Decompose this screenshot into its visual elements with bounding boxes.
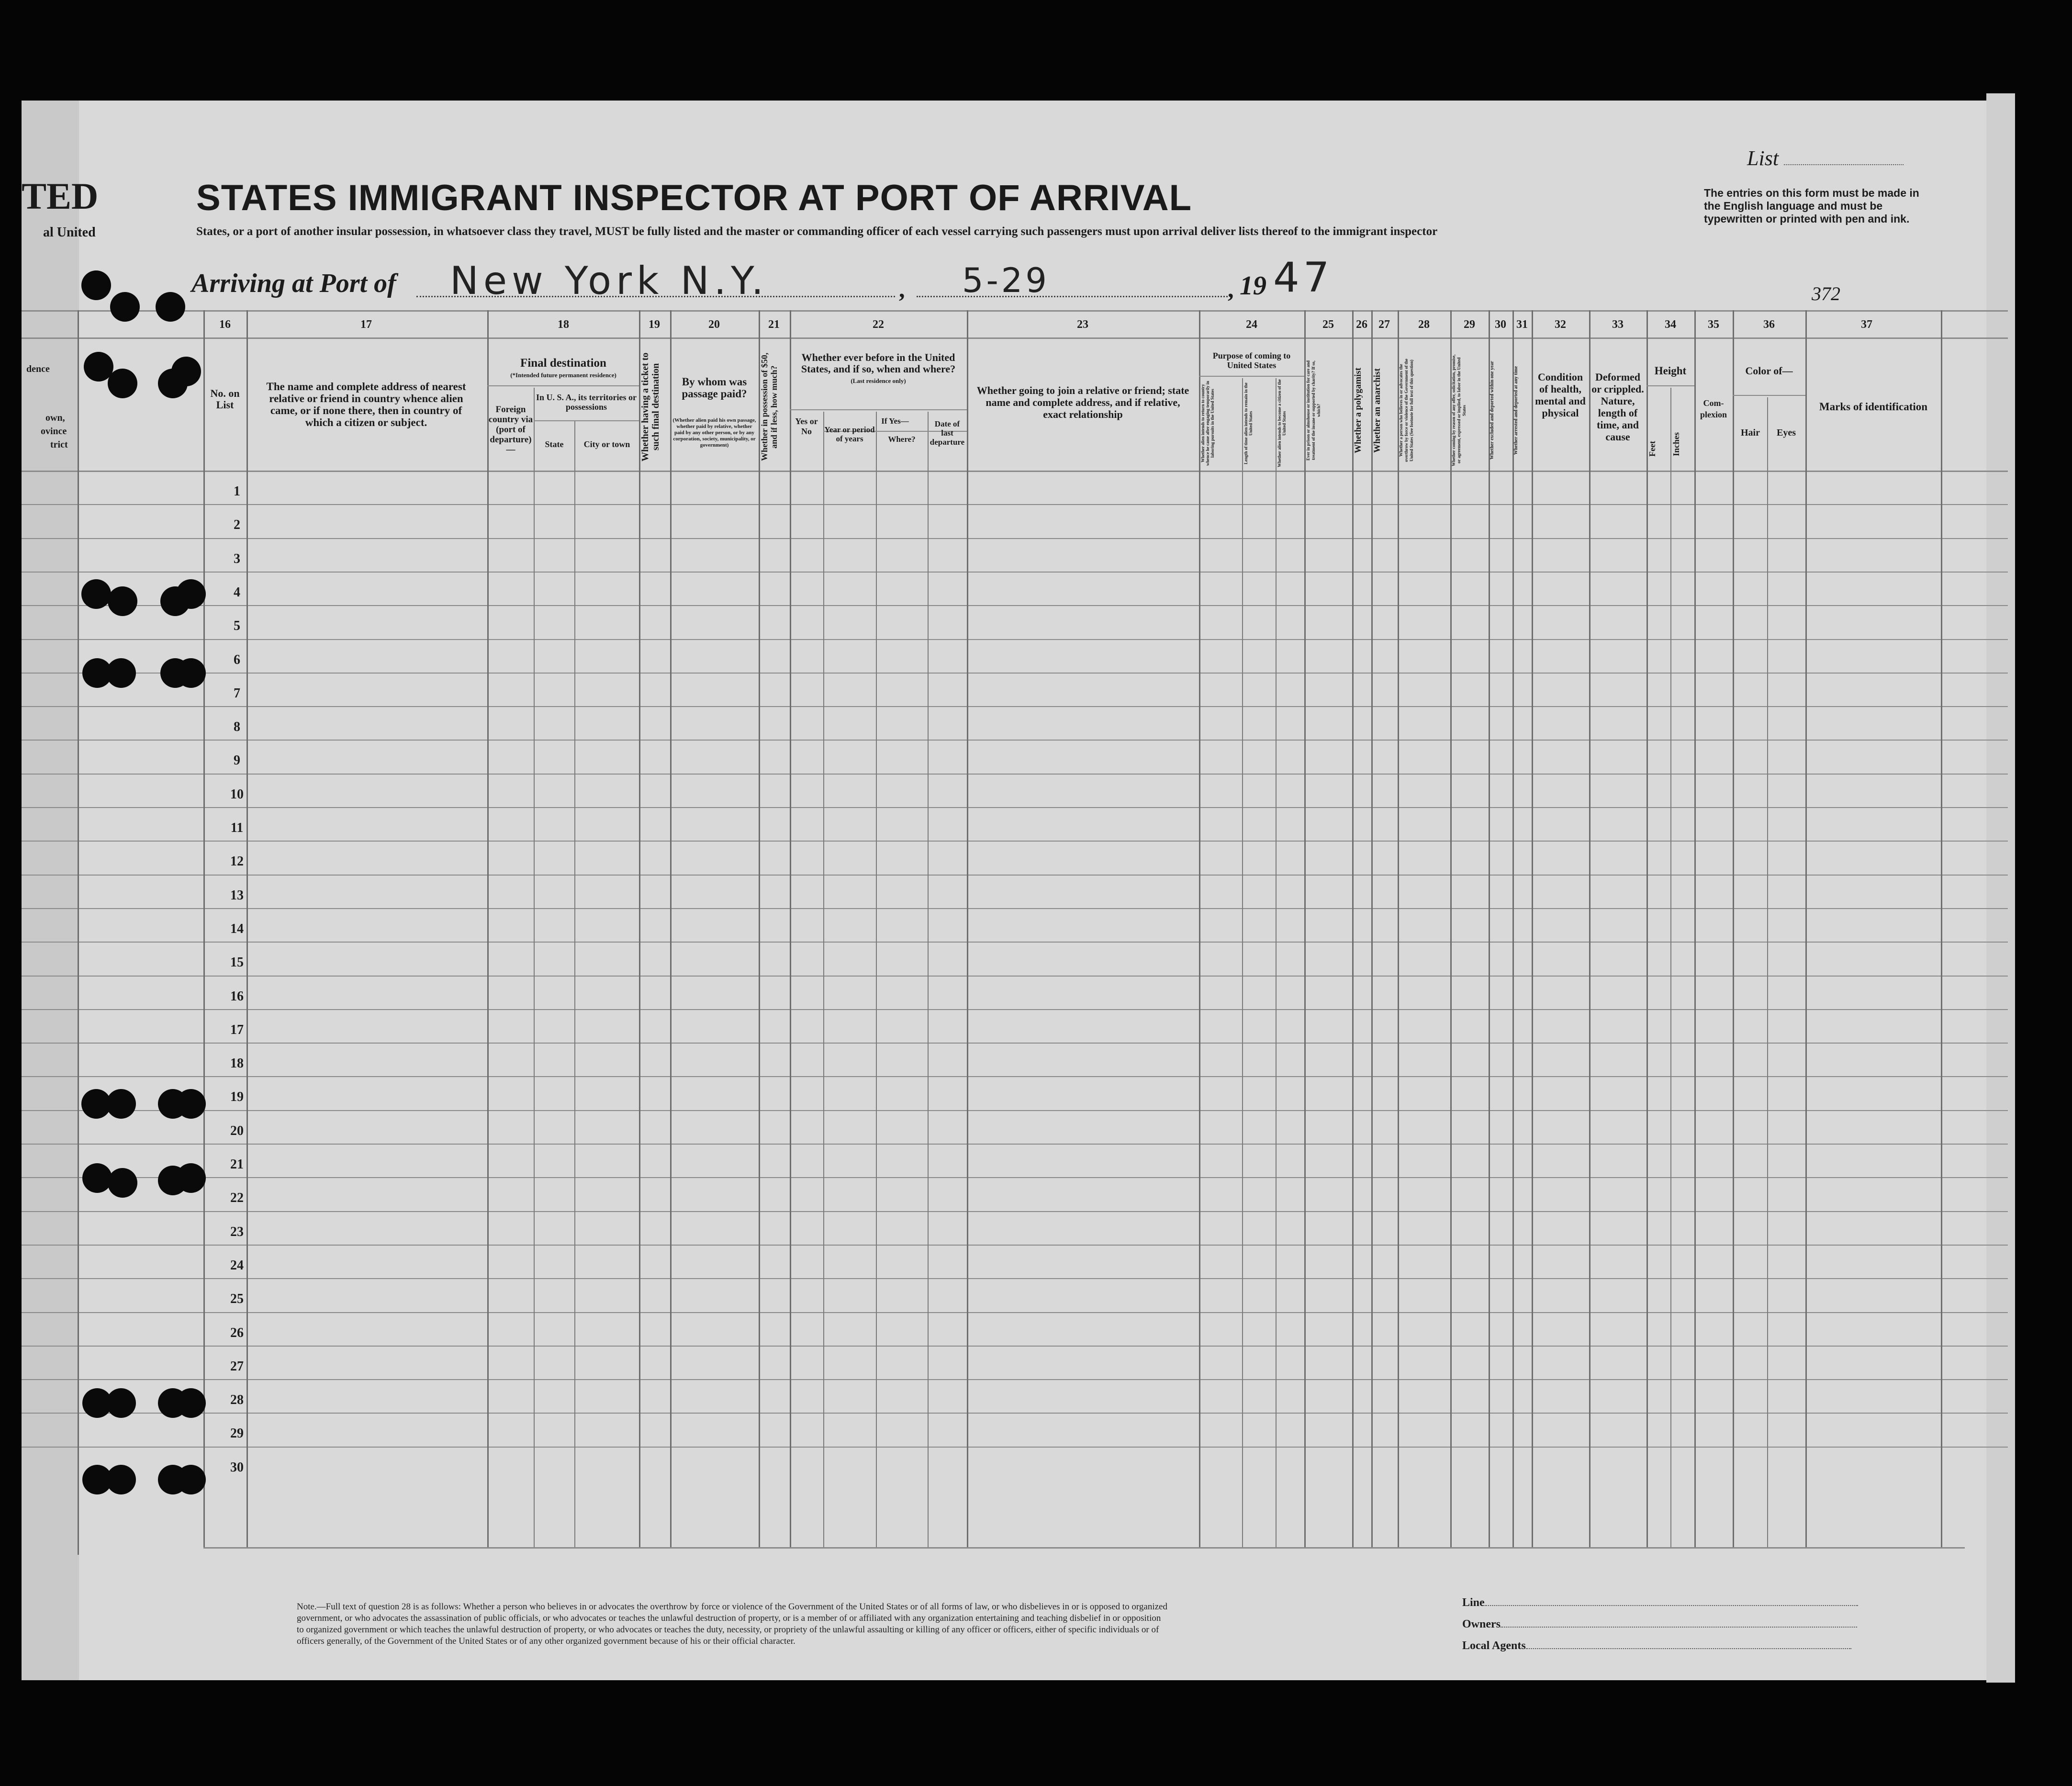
row-number: 10 [230, 786, 244, 802]
col-rule [1304, 310, 1306, 1547]
subhead-rule [1199, 376, 1304, 377]
col-rule [1199, 310, 1200, 1547]
col-rule [1398, 310, 1399, 1547]
row-number: 12 [230, 854, 244, 869]
col-rule [1371, 310, 1373, 1547]
partial-subtitle: al United [43, 225, 96, 240]
col-num: 20 [708, 318, 720, 331]
col-27-label: Whether an anarchist [1372, 368, 1382, 453]
col-num: 33 [1612, 318, 1624, 331]
row-number: 24 [230, 1258, 244, 1273]
row-number: 1 [234, 484, 240, 499]
punch-hole [176, 1089, 206, 1119]
col-19-label: Whether having a ticket to such final destination [640, 352, 661, 461]
col-20-sub: (Whether alien paid his own passage, whether paid by relative, whether paid by any other person, or by any corporation, society, municipality, or government) [672, 417, 756, 448]
row-number: 26 [230, 1325, 244, 1340]
col-num: 36 [1763, 318, 1775, 331]
col-rule [928, 412, 929, 1547]
col-rule [670, 310, 672, 1547]
row-number: 5 [234, 618, 240, 634]
row-number: 20 [230, 1123, 244, 1138]
punch-hole [176, 579, 206, 609]
col-num: 27 [1378, 318, 1390, 331]
row-number: 11 [230, 820, 244, 835]
row-number: 19 [230, 1090, 244, 1105]
punch-hole [106, 1465, 136, 1494]
col-num: 24 [1246, 318, 1257, 331]
owners-fill [1501, 1627, 1857, 1628]
col-25-label: Ever in prison or almshouse or institution for care and treatment of the insane or supported by charity? If so, which? [1306, 360, 1321, 461]
col-34-feet: Feet [1647, 441, 1657, 457]
col-29-label: Whether coming by reason of any offer, solicitation, promise, or agreement, expressed or implied, to labor in the United States [1451, 354, 1467, 467]
punch-hole [110, 292, 140, 322]
row-line [22, 740, 2008, 741]
col-rule [759, 310, 760, 1547]
row-number: 3 [234, 551, 240, 566]
punch-hole [108, 369, 137, 398]
row-number: 16 [230, 988, 244, 1004]
year-handwritten: 47 [1273, 254, 1333, 302]
header-bottom-rule [22, 471, 2008, 472]
row-number: 14 [230, 921, 244, 936]
col-rule [1733, 310, 1734, 1547]
col-num: 17 [360, 318, 372, 331]
col-rule [1767, 397, 1768, 1547]
col-num: 16 [219, 318, 231, 331]
col-num: 34 [1665, 318, 1676, 331]
punch-hole [82, 1163, 112, 1193]
punch-hole [176, 1163, 206, 1193]
col-24-return: Whether alien intends to return to country whence he came after engaging temporarily in laboring pursuits in the United States [1200, 381, 1215, 466]
row-line [22, 1076, 2008, 1077]
col-35-label: Com-plexion [1700, 398, 1727, 419]
punch-hole [106, 1388, 136, 1418]
agents-fill [1526, 1648, 1851, 1649]
row-number: 8 [234, 719, 240, 735]
punch-hole [81, 270, 111, 300]
col-num: 21 [768, 318, 780, 331]
left-col-label: own, [45, 413, 65, 423]
col-22-if-yes: If Yes— [881, 416, 909, 426]
row-line [22, 1346, 2008, 1347]
col-28-label: Whether a person who believes in or advocates the overthrow by force or violence of the Government of the United States (See footnote for full text of this question) [1399, 359, 1414, 462]
col-22-where: Where? [888, 435, 916, 444]
subhead-rule [487, 385, 639, 386]
row-line [22, 1177, 2008, 1178]
comma-2: , [1228, 276, 1234, 303]
col-18-label: Final destination [520, 357, 606, 370]
left-col-label: trict [50, 439, 68, 450]
col-num: 32 [1555, 318, 1566, 331]
row-line [22, 572, 2008, 573]
list-label [1747, 146, 1904, 170]
row-line [22, 1312, 2008, 1313]
row-line [22, 841, 2008, 842]
col-num: 31 [1516, 318, 1528, 331]
col-20-label: By whom was passage paid? [682, 376, 747, 400]
left-col-label: ovince [41, 426, 67, 437]
page-title: STATES IMMIGRANT INSPECTOR AT PORT OF ARRIVAL [196, 178, 1192, 218]
line-label-text: Line [1462, 1596, 1485, 1609]
col-23-label: Whether going to join a relative or friend; state name and complete address, and if relative, exact relationship [976, 384, 1189, 420]
row-line [22, 875, 2008, 876]
comma-1: , [899, 276, 905, 303]
row-number: 22 [230, 1191, 244, 1206]
line-label [1462, 1596, 1858, 1609]
subhead-rule [1733, 395, 1805, 396]
owners-label-text: Owners [1462, 1618, 1501, 1630]
col-36-eyes: Eyes [1777, 427, 1796, 438]
punch-hole [171, 357, 201, 386]
row-line [22, 1110, 2008, 1111]
col-rule [823, 412, 824, 1547]
col-rule [1646, 310, 1648, 1547]
row-number: 15 [230, 955, 244, 970]
year-prefix: 19 [1240, 271, 1266, 301]
col-rule [1941, 310, 1942, 1547]
col-33-label: Deformed or crippled. Nature, length of time, and cause [1591, 371, 1644, 443]
row-number: 6 [234, 652, 240, 667]
col-rule [1694, 310, 1696, 1547]
row-line [22, 908, 2008, 909]
row-number: 4 [234, 584, 240, 600]
line-fill [1485, 1605, 1858, 1606]
col-num: 19 [649, 318, 660, 331]
partial-title: TED [22, 175, 99, 217]
col-rule [534, 388, 535, 1547]
row-number: 9 [234, 753, 240, 768]
row-line [22, 706, 2008, 707]
col-num: 28 [1418, 318, 1430, 331]
col-30-label: Whether excluded and deported within one year [1490, 361, 1495, 460]
col-num: 37 [1861, 318, 1872, 331]
punch-hole [156, 292, 185, 322]
col-rule [1670, 388, 1671, 1547]
col-22-yes-no: Yes or No [795, 416, 818, 436]
row-number: 18 [230, 1056, 244, 1071]
col-rule [78, 310, 79, 1555]
date-handwritten: 5-29 [962, 261, 1050, 300]
punch-hole [176, 1465, 206, 1494]
punch-hole [176, 1388, 206, 1418]
col-rule [1589, 310, 1590, 1547]
row-number: 7 [234, 685, 240, 701]
col-num: 35 [1708, 318, 1719, 331]
col-34-inches: Inches [1671, 432, 1681, 456]
punch-hole [108, 586, 137, 616]
port-handwritten: New York N.Y. [450, 258, 769, 303]
row-line [22, 1447, 2008, 1448]
col-36-label: Color of— [1745, 365, 1793, 377]
col-21-label: Whether in possession of $50, and if less, how much? [760, 352, 779, 461]
punch-hole [106, 1089, 136, 1119]
row-number: 21 [230, 1157, 244, 1172]
col-rule [1532, 310, 1533, 1547]
row-line [22, 807, 2008, 808]
col-rule [1489, 310, 1490, 1547]
subhead-rule [1646, 385, 1694, 386]
subhead-rule [534, 420, 639, 421]
arriving-label: Arriving at Port of [191, 269, 396, 298]
col-rule [1512, 310, 1514, 1547]
row-line [22, 1211, 2008, 1212]
col-rule [1352, 310, 1354, 1547]
col-18-sub: (*Intended future permanent residence) [510, 371, 616, 379]
row-number: 17 [230, 1022, 244, 1037]
row-number: 23 [230, 1224, 244, 1239]
sheet-number: 372 [1812, 283, 1840, 304]
row-number: 13 [230, 887, 244, 903]
subhead-rule [790, 409, 967, 410]
table-number-rule [22, 337, 2008, 339]
list-label-text: List [1747, 146, 1779, 170]
row-line [22, 673, 2008, 674]
list-fill-line [1784, 164, 1904, 165]
sheet-right-edge [1986, 93, 2015, 1683]
row-number: 25 [230, 1292, 244, 1307]
table-bottom-rule [203, 1547, 1965, 1549]
col-rule [967, 310, 968, 1547]
col-num: 22 [873, 318, 884, 331]
punch-hole [81, 579, 111, 609]
col-num: 29 [1464, 318, 1475, 331]
col-num: 25 [1322, 318, 1334, 331]
agents-label-text: Local Agents [1462, 1640, 1526, 1652]
instruction-text: States, or a port of another insular possession, in whatsoever class they travel, MUST be fully listed and the master or commanding officer of each vessel carrying such passengers must upon arrival deliver lists thereof to the immigrant inspector [196, 225, 1438, 238]
col-24-citizen: Whether alien intends to become a citizen of the United States [1277, 379, 1287, 468]
row-line [22, 1009, 2008, 1010]
col-31-label: Whether arrested and deported at any time [1513, 366, 1519, 455]
row-line [22, 605, 2008, 606]
col-18-state: State [545, 439, 564, 449]
col-rule [574, 421, 575, 1547]
row-line [22, 538, 2008, 539]
col-17-label: The name and complete address of nearest relative or friend in country whence alien came, or if none there, then in country of which a citizen or subject. [266, 381, 466, 428]
row-line [22, 1245, 2008, 1246]
col-22-label: Whether ever before in the United States, and if so, when and where? [801, 351, 956, 375]
row-line [22, 976, 2008, 977]
row-number: 30 [230, 1460, 244, 1475]
col-36-hair: Hair [1741, 427, 1760, 438]
row-line [22, 504, 2008, 505]
punch-hole [106, 658, 136, 688]
row-line [22, 774, 2008, 775]
row-line [22, 1413, 2008, 1414]
col-32-label: Condition of health, mental and physical [1535, 371, 1586, 419]
row-number: 28 [230, 1393, 244, 1408]
col-num: 23 [1077, 318, 1088, 331]
row-line [22, 1144, 2008, 1145]
owners-label [1462, 1618, 1857, 1631]
col-22-date: Date of last departure [930, 419, 965, 447]
col-num: 18 [558, 318, 569, 331]
col-rule [639, 310, 640, 1547]
col-rule [1276, 378, 1277, 1547]
col-22-sub: (Last residence only) [851, 377, 906, 384]
col-22-year: Year or period of years [824, 425, 875, 443]
col-18-city: City or town [583, 439, 630, 449]
row-number: 27 [230, 1359, 244, 1374]
col-37-label: Marks of identification [1819, 401, 1928, 413]
col-24-label: Purpose of coming to United States [1212, 351, 1291, 370]
col-16-label: No. on List [210, 387, 240, 411]
agents-label [1462, 1640, 1851, 1652]
question-28-note: Note.—Full text of question 28 is as follows: Whether a person who believes in or advocates the overthrow by force or violence of the Government of the United States or of all forms of law, or who disbelieves in or is opposed to organized government, or who advocates the assassination of public officials, or who advocates or teaches the unlawful destruction of property, or is a member of or affiliated with any organization entertaining and teaching disbelief in or opposition to organized government or which teaches the unlawful destruction of property, or who advocates or teaches the duty, necessity, or propriety of the unlawful assaulting or killing of any officer or officers, either of specific individuals or of officers generally, of the Government of the United States or of any other organized government because of his or their official character. [297, 1602, 1167, 1646]
punch-hole [176, 658, 206, 688]
col-rule [487, 310, 489, 1547]
col-rule [1242, 378, 1243, 1547]
col-num: 30 [1495, 318, 1506, 331]
row-line [22, 639, 2008, 640]
form-note: The entries on this form must be made in the English language and must be typewritten or printed with pen and ink. [1704, 187, 1919, 225]
col-rule [876, 412, 877, 1547]
row-line [22, 1043, 2008, 1044]
row-number: 2 [234, 517, 240, 533]
col-rule [203, 310, 205, 1547]
col-18-foreign: Foreign country via (port of departure)— [488, 404, 533, 455]
table-top-rule [22, 310, 2008, 312]
punch-hole [108, 1168, 137, 1198]
row-line [22, 1379, 2008, 1380]
col-rule [1805, 310, 1807, 1547]
col-num: 26 [1356, 318, 1367, 331]
row-number: 29 [230, 1426, 244, 1441]
col-rule [790, 310, 791, 1547]
col-34-label: Height [1654, 365, 1687, 377]
left-col-label: dence [26, 364, 50, 374]
row-line [22, 1278, 2008, 1279]
col-26-label: Whether a polygamist [1353, 367, 1363, 454]
col-18-usa: In U. S. A., its territories or possessions [536, 393, 637, 412]
row-line [22, 942, 2008, 943]
col-24-length: Length of time alien intends to remain in the United States [1243, 382, 1253, 464]
col-rule [1450, 310, 1452, 1547]
